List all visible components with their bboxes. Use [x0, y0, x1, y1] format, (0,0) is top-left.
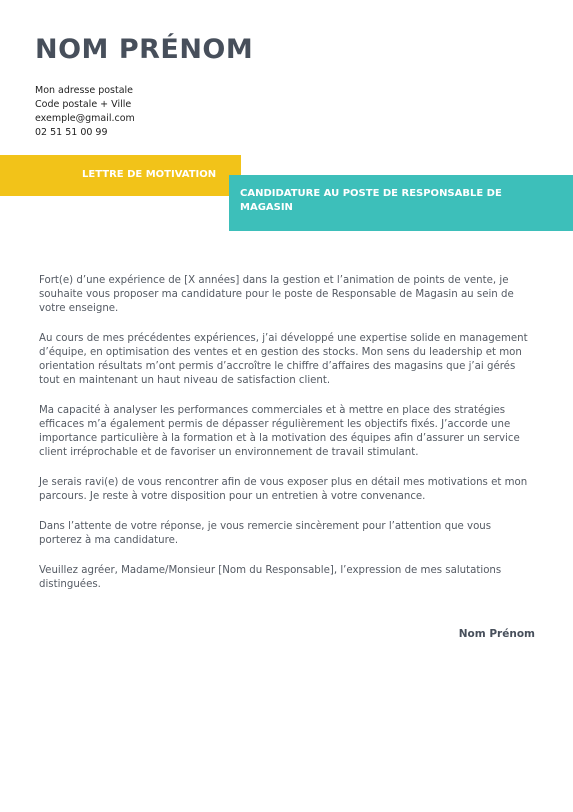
signature: Nom Prénom — [458, 628, 535, 640]
contact-block — [35, 84, 135, 140]
contact-address: Mon adresse postale — [35, 85, 134, 96]
applicant-name: NOM PRÉNOM — [35, 34, 254, 65]
contact-email: exemple@gmail.com — [35, 113, 135, 124]
contact-city: Code postale + Ville — [35, 99, 132, 110]
letter-type-banner — [0, 155, 241, 196]
position-label: CANDIDATURE AU POSTE DE RESPONSABLE DE MAGASIN — [240, 188, 502, 213]
letter-body — [39, 274, 537, 608]
position-banner — [229, 175, 573, 231]
letter-paragraph: Veuillez agréer, Madame/Monsieur [Nom du Responsable], l’expression de mes salutations distinguées. — [39, 565, 502, 590]
letter-type-label: LETTRE DE MOTIVATION — [82, 169, 217, 180]
contact-phone: 02 51 51 00 99 — [35, 127, 108, 138]
letter-paragraph: Je serais ravi(e) de vous rencontrer afin de vous exposer plus en détail mes motivations et mon parcours. Je reste à votre disposition pour un entretien à votre convenance. — [39, 477, 528, 502]
letter-paragraph: Au cours de mes précédentes expériences, j’ai développé une expertise solide en management d’équipe, en optimisation des ventes et en gestion des stocks. Mon sens du leadership et mon orientation résultats m’ont permis d’accroître le chiffre d’affaires des magasins que j’ai gérés tout en maintenant un haut niveau de satisfaction client. — [39, 333, 528, 386]
letter-paragraph: Ma capacité à analyser les performances commerciales et à mettre en place des stratégies efficaces m’a également permis de dépasser régulièrement les objectifs fixés. J’accorde une importance particulière à la formation et à la motivation des équipes afin d’assurer un service client irréprochable et de favoriser un environnement de travail stimulant. — [39, 405, 520, 458]
letter-paragraph: Dans l’attente de votre réponse, je vous remercie sincèrement pour l’attention que vous porterez à ma candidature. — [39, 521, 492, 546]
letter-paragraph: Fort(e) d’une expérience de [X années] dans la gestion et l’animation de points de vente, je souhaite vous proposer ma candidature pour le poste de Responsable de Magasin au sein de votre enseigne. — [39, 275, 514, 314]
